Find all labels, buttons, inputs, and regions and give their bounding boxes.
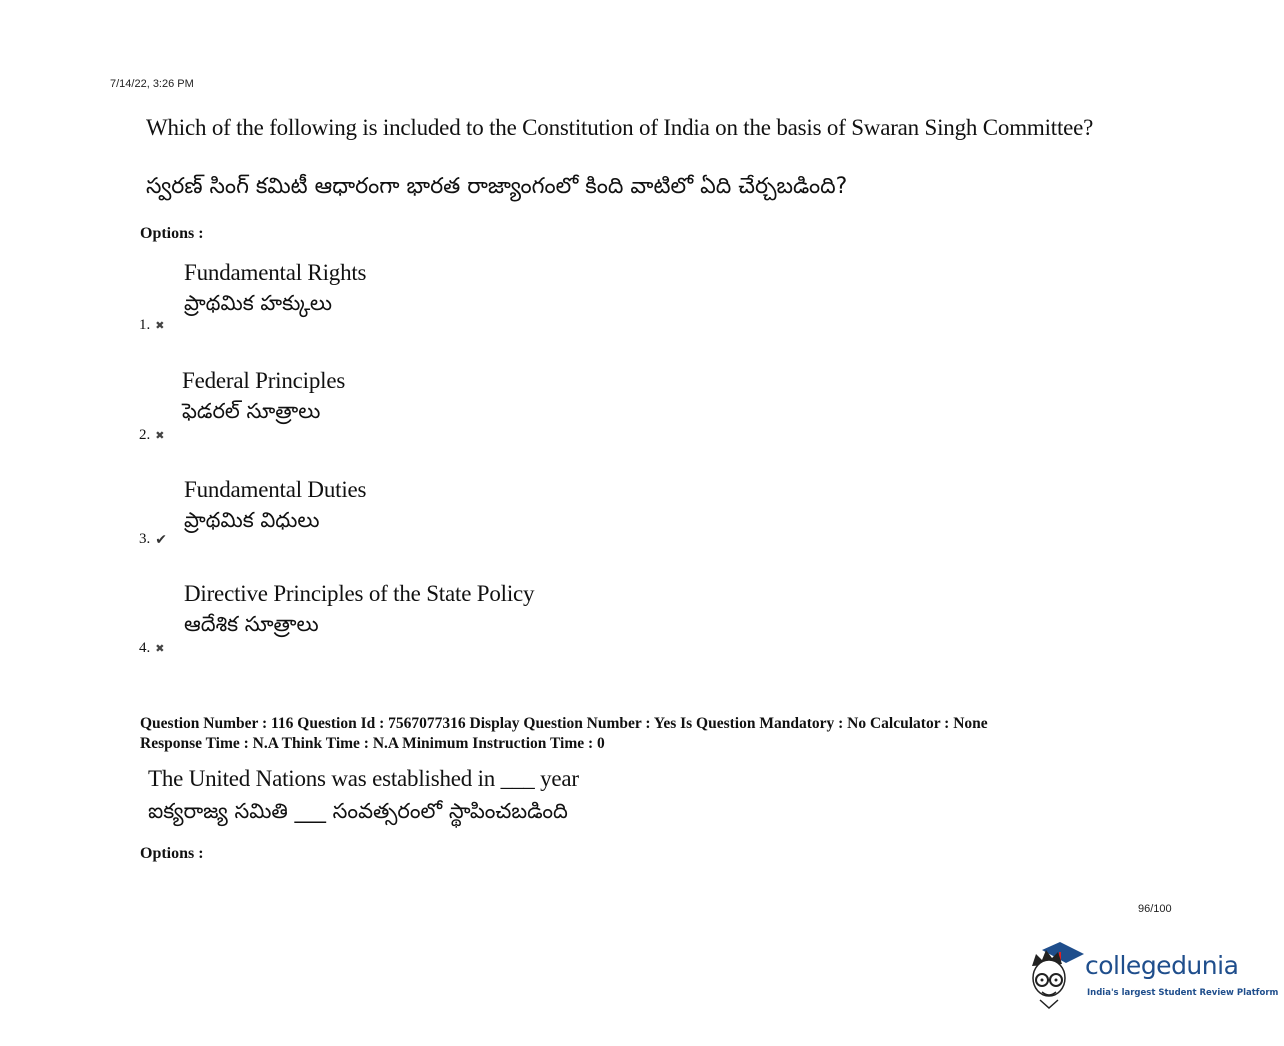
option-1-english: Fundamental Rights <box>184 260 367 285</box>
option-1-telugu: ప్రాథమిక హక్కులు <box>184 291 333 315</box>
print-timestamp: 7/14/22, 3:26 PM <box>110 78 194 90</box>
option-3-marker <box>139 531 167 548</box>
question-2-text-telugu: ఐక్యరాజ్య సమితి ___ సంవత్సరంలో స్థాపించబడింది <box>148 799 568 823</box>
option-number: 3. <box>139 531 151 547</box>
option-3-english: Fundamental Duties <box>184 477 367 502</box>
option-3-telugu: ప్రాథమిక విధులు <box>184 508 320 532</box>
option-2-english: Federal Principles <box>182 368 346 393</box>
option-2-telugu: ఫెడరల్ సూత్రాలు <box>182 399 321 423</box>
option-number: 4. <box>139 640 151 656</box>
logo-tagline: India's largest Student Review Platform <box>1087 988 1279 998</box>
page-number: 96/100 <box>1138 903 1172 915</box>
options-label-2: Options : <box>140 845 204 862</box>
question-2-text-english: The United Nations was established in ___ year <box>148 766 579 791</box>
question-text-english: Which of the following is included to the Constitution of India on the basis of Swaran Singh Committee? <box>146 115 1094 140</box>
question-meta-line-1: Question Number : 116 Question Id : 7567077316 Display Question Number : Yes Is Question Mandatory : No Calculator : None <box>140 715 988 732</box>
option-4-english: Directive Principles of the State Policy <box>184 581 535 606</box>
question-text-telugu: స్వరణ్ సింగ్ కమిటీ ఆధారంగా భారత రాజ్యాంగంలో కింది వాటిలో ఏది చేర్చబడింది? <box>146 174 848 199</box>
option-number: 2. <box>139 427 151 443</box>
option-2-marker <box>139 427 164 444</box>
logo-name: collegedunia <box>1085 951 1239 980</box>
options-label: Options : <box>140 225 204 242</box>
question-meta-line-2: Response Time : N.A Think Time : N.A Minimum Instruction Time : 0 <box>140 735 605 752</box>
option-4-telugu: ఆదేశిక సూత్రాలు <box>184 612 319 636</box>
option-number: 1. <box>139 317 151 333</box>
option-4-marker <box>139 640 164 657</box>
check-icon: ✔ <box>155 531 167 548</box>
cross-icon: ✖ <box>155 429 165 442</box>
cross-icon: ✖ <box>155 642 165 655</box>
option-1-marker <box>139 317 164 334</box>
question-meta <box>140 714 1140 754</box>
cross-icon: ✖ <box>155 319 165 332</box>
